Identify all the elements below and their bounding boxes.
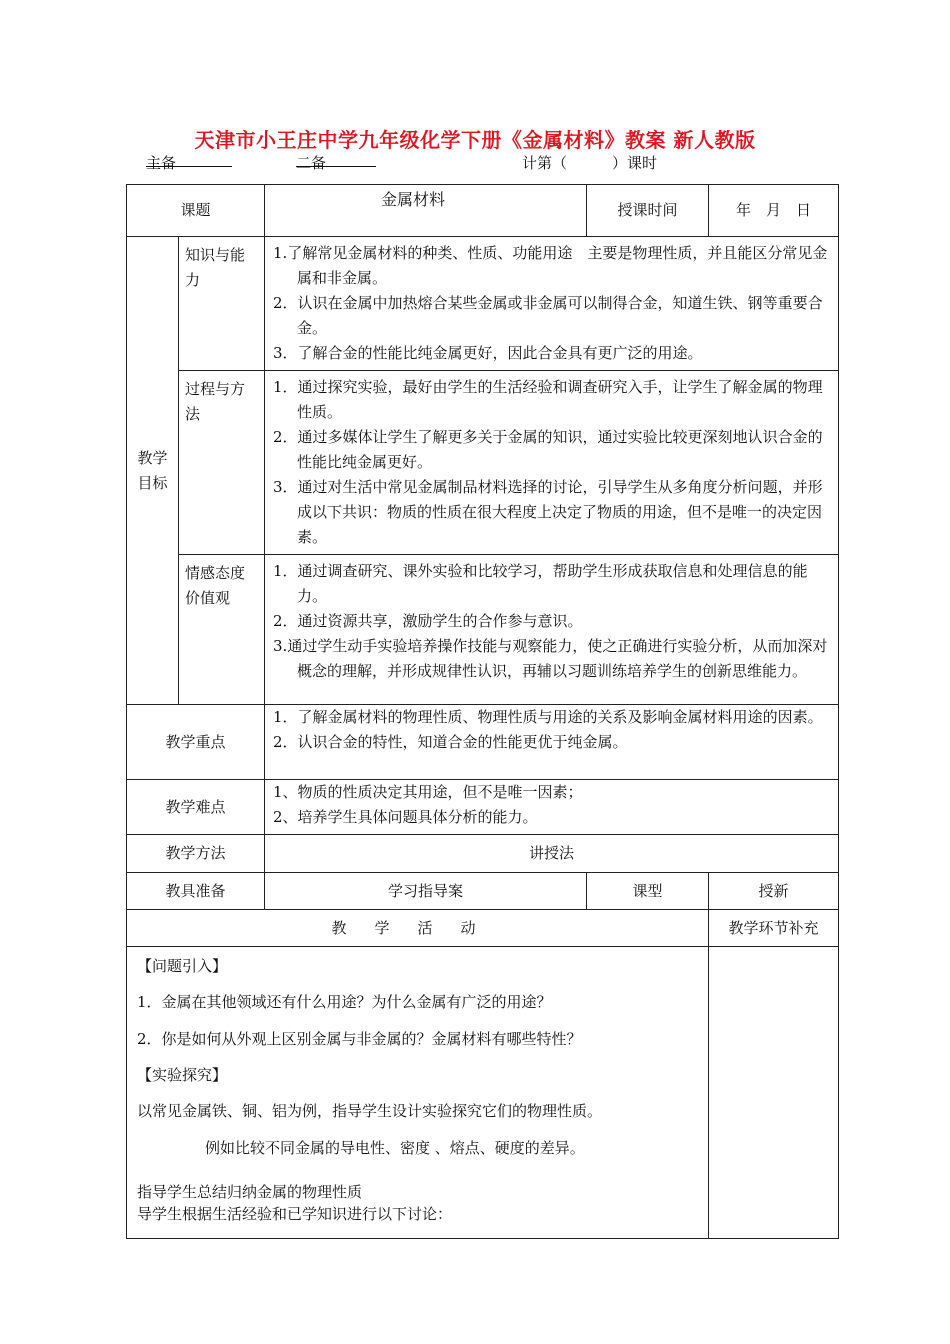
lesson-type-value: 授新 <box>709 873 839 910</box>
activity-line: 2．你是如何从外观上区别金属与非金属的？金属材料有哪些特性？ <box>137 1030 582 1048</box>
process-item: 2．通过多媒体让学生了解更多关于金属的知识，通过实验比较更深刻地认识合金的性能比纯金属更好。 <box>273 428 823 471</box>
lesson-plan-table <box>126 184 839 1239</box>
emotion-item: 1．通过调查研究、课外实验和比较学习，帮助学生形成获取信息和处理信息的能力。 <box>273 562 808 605</box>
difficult-point-item: 2、培养学生具体问题具体分析的能力。 <box>273 808 538 826</box>
tools-row <box>127 873 839 910</box>
zhubei-label: 主备 <box>146 154 177 172</box>
activity-content <box>127 947 709 1239</box>
goal-knowledge-row <box>127 237 839 371</box>
zhubei-blank <box>146 152 232 167</box>
method-value: 讲授法 <box>265 835 839 873</box>
knowledge-label: 知识与能力 <box>179 237 265 371</box>
activity-line: 【问题引入】 <box>137 957 228 975</box>
emotion-item: 2．通过资源共享，激励学生的合作参与意识。 <box>273 612 583 630</box>
knowledge-item: 3．了解合金的性能比纯金属更好，因此合金具有更广泛的用途。 <box>273 344 703 362</box>
difficult-points-label: 教学难点 <box>127 780 265 835</box>
difficult-points-content <box>265 780 839 835</box>
key-point-item: 2．认识合金的特性，知道合金的性能更优于纯金属。 <box>273 733 628 751</box>
goal-emotion-row <box>127 555 839 705</box>
key-points-row <box>127 705 839 780</box>
topic-value: 金属材料 <box>265 185 587 237</box>
key-points-content <box>265 705 839 780</box>
emotion-item: 3.通过学生动手实验培养操作技能与观察能力，使之正确进行实验分析，从而加深对概念的理解，并形成规律性认识，再辅以习题训练培养学生的创新思维能力。 <box>273 637 828 680</box>
emotion-label: 情感态度价值观 <box>179 555 265 705</box>
activity-header-text: 教学活动 <box>331 918 504 937</box>
method-label: 教学方法 <box>127 835 265 873</box>
erbei-blank <box>296 152 376 167</box>
date-value: 年 月 日 <box>709 185 839 237</box>
difficult-points-row <box>127 780 839 835</box>
goals-label <box>127 237 179 705</box>
activity-header-right: 教学环节补充 <box>709 910 839 947</box>
knowledge-item: 2．认识在金属中加热熔合某些金属或非金属可以制得合金，知道生铁、钢等重要合金。 <box>273 294 823 337</box>
goal-process-row <box>127 371 839 555</box>
document-title: 天津市小王庄中学九年级化学下册《金属材料》教案 新人教版 <box>194 128 756 152</box>
erbei-label: 二备 <box>296 154 327 172</box>
goals-label-text: 教学目标 <box>137 448 168 492</box>
activity-line: 1．金属在其他领域还有什么用途？为什么金属有广泛的用途？ <box>137 993 552 1011</box>
difficult-point-item: 1、物质的性质决定其用途，但不是唯一因素； <box>273 783 583 801</box>
process-label: 过程与方法 <box>179 371 265 555</box>
activity-supplement <box>709 947 839 1239</box>
topic-label: 课题 <box>127 185 265 237</box>
knowledge-content <box>265 237 839 371</box>
key-points-label: 教学重点 <box>127 705 265 780</box>
lesson-type-label: 课型 <box>587 873 709 910</box>
process-item: 3．通过对生活中常见金属制品材料选择的讨论，引导学生从多角度分析问题，并形成以下共识：物质的性质在很大程度上决定了物质的用途，但不是唯一的决定因素。 <box>273 478 823 546</box>
tools-label: 教具准备 <box>127 873 265 910</box>
activity-line: 【实验探究】 <box>137 1066 228 1084</box>
activity-header-row <box>127 910 839 947</box>
time-label: 授课时间 <box>587 185 709 237</box>
activity-header-left <box>127 910 709 947</box>
activity-row <box>127 947 839 1239</box>
activity-line: 以常见金属铁、铜、铝为例，指导学生设计实验探究它们的物理性质。 <box>137 1102 603 1120</box>
emotion-content <box>265 555 839 705</box>
topic-row <box>127 185 839 237</box>
lesson-count: 计第（ ）课时 <box>522 154 658 172</box>
header-meta <box>0 152 950 174</box>
activity-line: 例如比较不同金属的导电性、密度 、熔点、硬度的差异。 <box>205 1139 585 1157</box>
key-point-item: 1．了解金属材料的物理性质、物理性质与用途的关系及影响金属材料用途的因素。 <box>273 708 823 726</box>
tools-value: 学习指导案 <box>265 873 587 910</box>
process-content <box>265 371 839 555</box>
activity-line: 导学生根据生活经验和已学知识进行以下讨论： <box>137 1205 453 1223</box>
method-row <box>127 835 839 873</box>
activity-line: 指导学生总结归纳金属的物理性质 <box>137 1183 363 1201</box>
knowledge-item: 1.了解常见金属材料的种类、性质、功能用途 主要是物理性质，并且能区分常见金属和非金属。 <box>273 244 828 287</box>
process-item: 1．通过探究实验，最好由学生的生活经验和调查研究入手，让学生了解金属的物理性质。 <box>273 378 823 421</box>
